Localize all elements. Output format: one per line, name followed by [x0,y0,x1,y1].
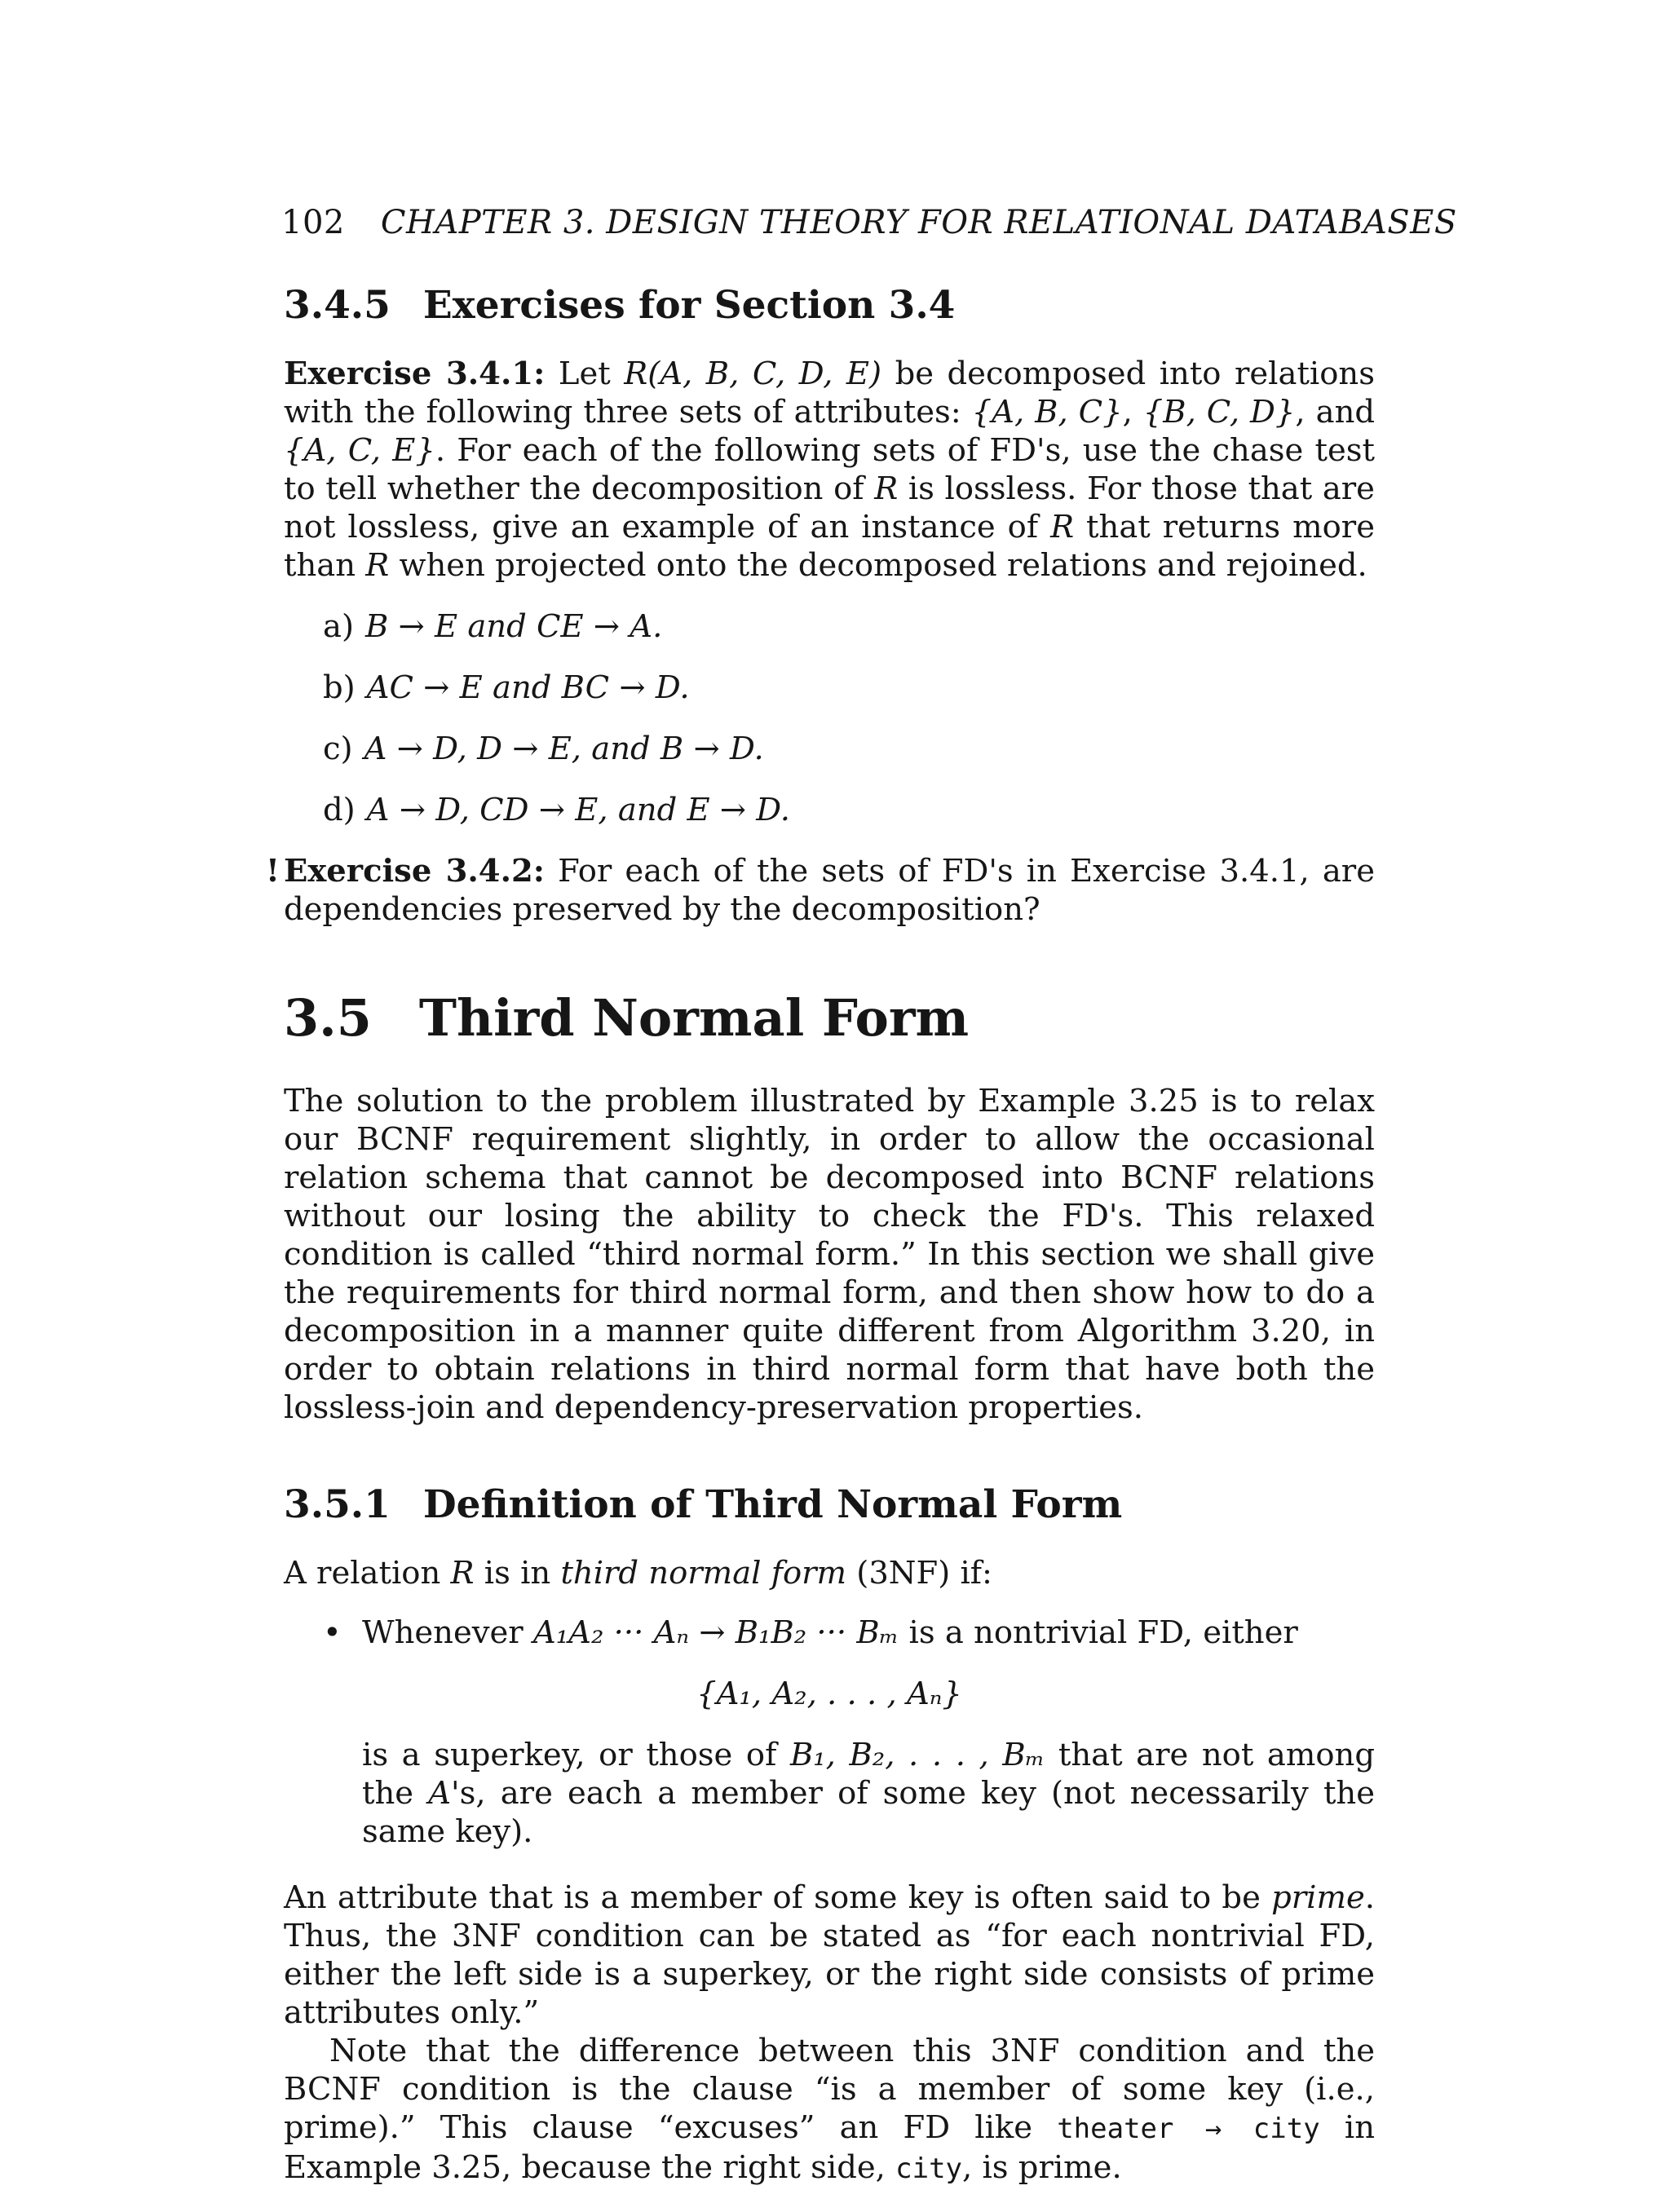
separator: , and [1295,394,1376,430]
list-item [323,791,1375,829]
exercise-text: is lossless. For those that are not lossless, give an example of an instance of [284,470,1375,545]
bullet-icon: • [323,1614,342,1651]
relation-name: R [365,547,390,584]
relation-schema: R(A, B, C, D, E) [624,355,882,392]
attribute-set: {A, C, E} [284,432,435,469]
note-paragraph [284,2032,1375,2188]
attribute-list: B₁, B₂, . . . , Bₘ [789,1737,1045,1773]
exercises-heading-title: Exercises for Section 3.4 [422,283,956,328]
bullet-text-part: is a superkey, or those of [362,1737,777,1773]
paragraph-text: in Example 3.25, because the right side, [284,2109,1375,2186]
part-label: b) [323,669,356,706]
bullet-item [284,1614,1375,1851]
exercise-text: For each of the sets of FD's in Exercise 3.4.1, are dependencies preserved by the decomposition? [284,853,1375,928]
exercise-label: Exercise 3.4.1: [284,355,546,392]
page-number: 102 [281,204,345,241]
exercise-parts-list [284,607,1375,829]
relation-name: R [1050,509,1075,545]
code-fd: theater → city [1057,2113,1320,2145]
relation-name: R [874,470,899,507]
attribute-set: {A, B, C} [971,394,1123,430]
exercise-text: . For each of the following sets of FD's, use the chase test to tell whether the decomposition of [284,432,1376,507]
section-title: Third Normal Form [418,988,970,1048]
part-text: AC → E and BC → D. [366,669,690,706]
paragraph-text: Note that the difference between this 3NF condition and the BCNF condition is the clause “is a member of some key (i.e., prime).” This clause “excuses” an FD like [284,2033,1375,2146]
bullet-text-part: that are not among the [362,1737,1375,1812]
display-equation: {A₁, A₂, . . . , Aₙ} [696,1676,962,1712]
exercises-heading-number: 3.4.5 [284,283,391,328]
defined-term: prime [1271,1879,1365,1916]
bullet-text-part: is a nontrivial FD, either [908,1614,1298,1651]
list-item [323,607,1375,646]
page-content [266,281,1376,2188]
subsection-heading [284,1481,1375,1530]
exercise-3-4-2 [266,852,1375,929]
part-text: B → E and CE → A. [364,608,663,645]
attribute-name: A [428,1775,452,1812]
spacer [284,929,1375,987]
definition-paragraph [284,1554,1375,1592]
part-text: A → D, D → E, and B → D. [364,731,764,767]
relation-name: R [450,1555,475,1592]
chapter-title: CHAPTER 3. DESIGN THEORY FOR RELATIONAL DATABASES [380,204,1457,241]
part-label: a) [323,608,354,645]
section-heading [284,987,1375,1049]
defined-term: third normal form [560,1555,847,1592]
definition-text: (3NF) if: [856,1555,993,1592]
difficulty-marker: ! [266,853,280,890]
definition-text: is in [484,1555,551,1592]
paragraph-text: An attribute that is a member of some key is often said to be [284,1879,1261,1916]
paragraph-text: . Thus, the 3NF condition can be stated as “for each nontrivial FD, either the left side is a superkey, or the right side consists of prime attributes only.” [284,1879,1375,2031]
functional-dependency: A₁A₂ ··· Aₙ → B₁B₂ ··· Bₘ [532,1614,899,1651]
attribute-set: {B, C, D} [1142,394,1296,430]
exercises-heading [284,281,1375,330]
section-intro-paragraph: The solution to the problem illustrated by Example 3.25 is to relax our BCNF requirement slightly, in order to allow the occasional relation schema that cannot be decomposed into BCNF relations without our losing the ability to check the FD's. This relaxed condition is called “third normal form.” In this section we shall give the requirements for third normal form, and then show how to do a decomposition in a manner quite different from Algorithm 3.20, in order to obtain relations in third normal form that have both the lossless-join and dependency-preservation properties. [284,1083,1375,1426]
exercise-text: be decomposed into relations with the following three sets of attributes: [284,355,1375,430]
subsection-number: 3.5.1 [284,1482,391,1527]
exercise-text: when projected onto the decomposed relations and rejoined. [399,547,1367,584]
bullet-continuation [362,1736,1375,1851]
running-head [281,204,1457,241]
code-attribute: city [895,2152,963,2185]
list-item [323,669,1375,707]
exercise-text: that returns more than [284,509,1375,584]
definition-text: A relation [284,1555,441,1592]
list-item [323,730,1375,768]
spacer [284,1427,1375,1481]
part-text: A → D, CD → E, and E → D. [366,792,791,828]
exercise-label: Exercise 3.4.2: [284,853,545,890]
bullet-text-part: 's, are each a member of some key (not necessarily the same key). [362,1775,1375,1850]
section-number: 3.5 [284,988,372,1048]
prime-paragraph [284,1879,1375,2032]
exercise-text: Let [558,355,611,392]
part-label: d) [323,792,356,828]
part-label: c) [323,731,353,767]
separator: , [1122,394,1133,430]
exercise-3-4-1 [284,355,1375,585]
subsection-title: Definition of Third Normal Form [422,1482,1123,1527]
bullet-text [362,1614,1375,1652]
bullet-text-part: Whenever [362,1614,524,1651]
paragraph-text: , is prime. [962,2149,1122,2186]
